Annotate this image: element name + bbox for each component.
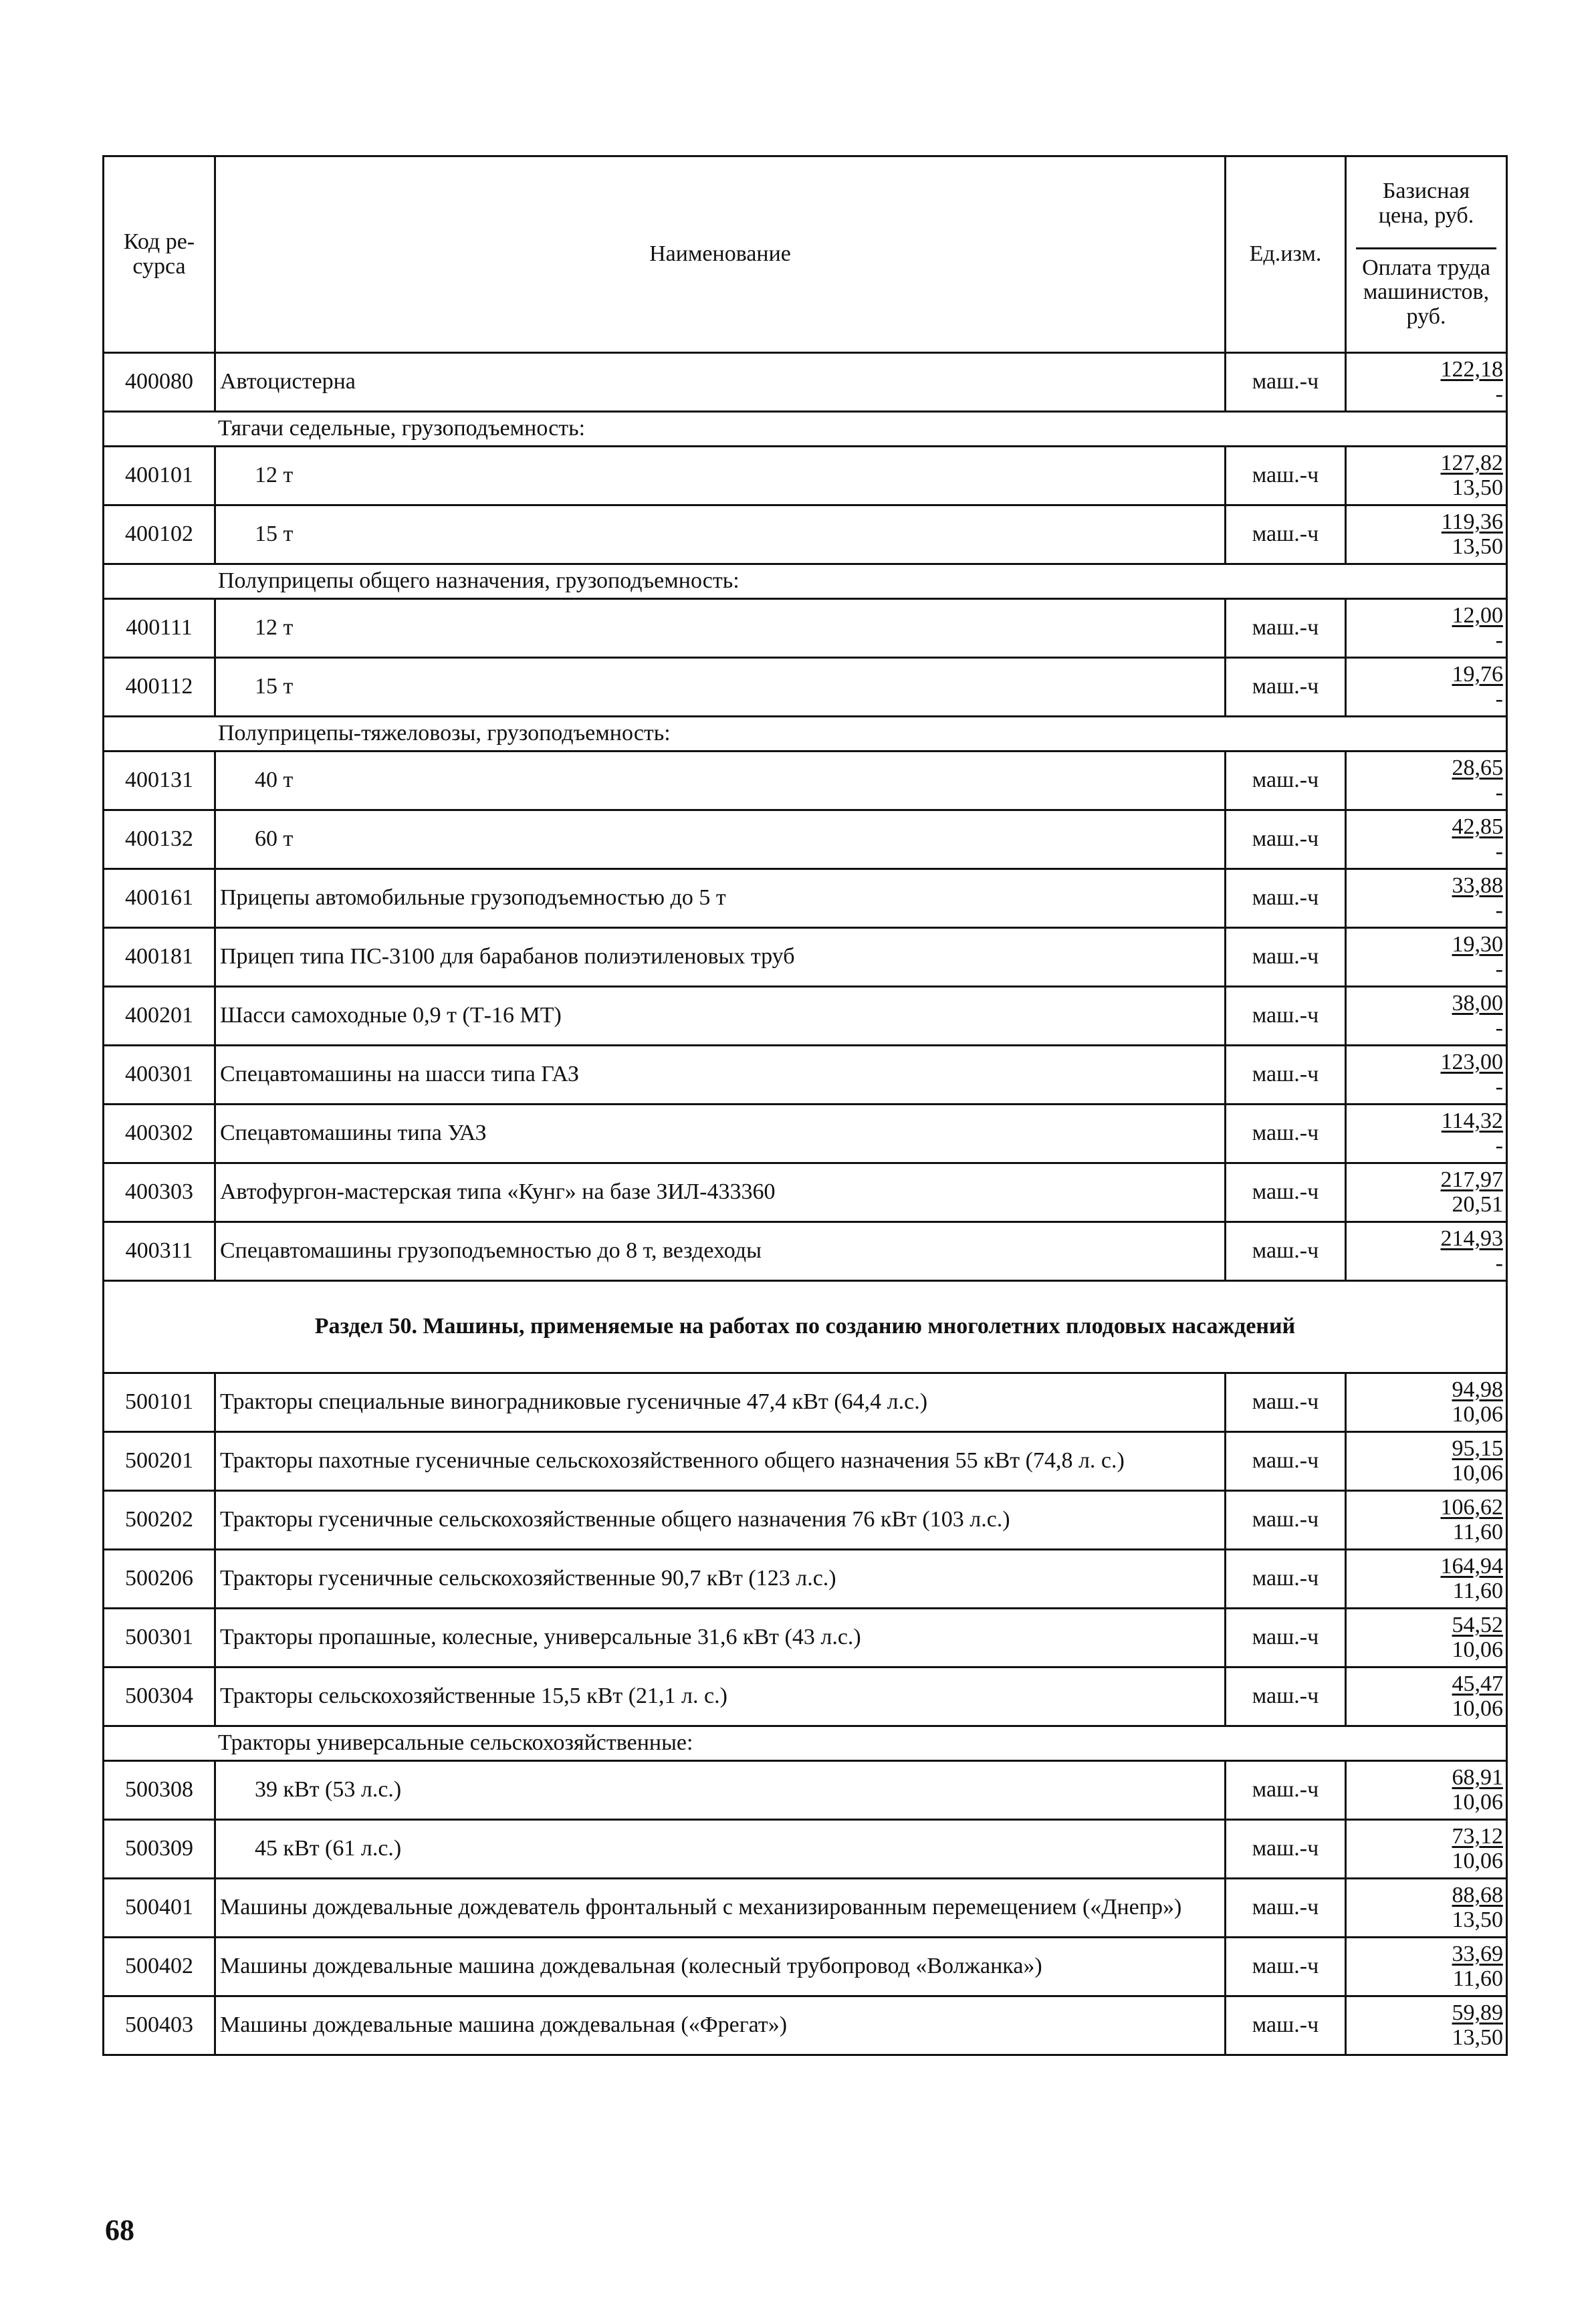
operator-wage: -	[1495, 686, 1503, 711]
resource-code: 500401	[104, 1879, 215, 1938]
table-row	[104, 1938, 1507, 1996]
resource-code: 500402	[104, 1938, 215, 1996]
group-header-row	[104, 412, 1507, 447]
resource-name: 12 т	[215, 447, 1226, 505]
operator-wage: -	[1495, 1250, 1503, 1276]
resource-code: 400301	[104, 1046, 215, 1105]
operator-wage: -	[1495, 838, 1503, 864]
resource-name: Автофургон-мастерская типа «Кунг» на базе ЗИЛ-433360	[215, 1163, 1226, 1222]
resource-name: Тракторы пахотные гусеничные сельскохозяйственного общего назначения 55 кВт (74,8 л. с.)	[215, 1432, 1226, 1491]
operator-wage: -	[1495, 1074, 1503, 1099]
operator-wage: -	[1495, 1015, 1503, 1040]
group-title: Полуприцепы-тяжеловозы, грузоподъемность:	[104, 717, 1507, 752]
group-title: Тягачи седельные, грузоподъемность:	[104, 412, 1507, 447]
price-table	[102, 155, 1508, 2056]
base-price: 164,94	[1440, 1553, 1503, 1579]
unit: маш.-ч	[1226, 599, 1346, 658]
base-price: 119,36	[1441, 509, 1503, 534]
header-code: Код ре- сурса	[104, 156, 215, 353]
resource-code: 400303	[104, 1163, 215, 1222]
base-price: 95,15	[1452, 1435, 1503, 1461]
base-price: 88,68	[1452, 1882, 1503, 1908]
table-row	[104, 1105, 1507, 1163]
base-price: 73,12	[1452, 1823, 1503, 1849]
table-row	[104, 1820, 1507, 1879]
table-row	[104, 447, 1507, 505]
unit: маш.-ч	[1226, 1761, 1346, 1820]
operator-wage: -	[1495, 381, 1503, 407]
operator-wage: 10,06	[1452, 1848, 1503, 1873]
price-cell	[1346, 1761, 1507, 1820]
base-price: 114,32	[1441, 1108, 1503, 1133]
resource-code: 500301	[104, 1609, 215, 1667]
resource-code: 400102	[104, 505, 215, 564]
base-price: 33,88	[1452, 873, 1503, 898]
price-cell	[1346, 658, 1507, 717]
price-cell	[1346, 353, 1507, 412]
base-price: 19,76	[1452, 661, 1503, 687]
unit: маш.-ч	[1226, 447, 1346, 505]
price-cell	[1346, 810, 1507, 869]
base-price: 33,69	[1452, 1941, 1503, 1966]
header-name: Наименование	[215, 156, 1226, 353]
unit: маш.-ч	[1226, 505, 1346, 564]
page-number: 68	[105, 2214, 134, 2246]
operator-wage: 10,06	[1452, 1696, 1503, 1721]
operator-wage: 13,50	[1452, 1907, 1503, 1932]
base-price: 94,98	[1452, 1377, 1503, 1402]
resource-name: Тракторы гусеничные сельскохозяйственные 90,7 кВт (123 л.с.)	[215, 1550, 1226, 1609]
price-cell	[1346, 928, 1507, 987]
price-cell	[1346, 1879, 1507, 1938]
resource-code: 500202	[104, 1491, 215, 1550]
base-price: 59,89	[1452, 2000, 1503, 2025]
table-row	[104, 1432, 1507, 1491]
table-row	[104, 869, 1507, 928]
section-title-row	[104, 1281, 1507, 1373]
table-row	[104, 353, 1507, 412]
unit: маш.-ч	[1226, 928, 1346, 987]
price-cell	[1346, 1820, 1507, 1879]
unit: маш.-ч	[1226, 1491, 1346, 1550]
unit: маш.-ч	[1226, 1820, 1346, 1879]
operator-wage: -	[1495, 780, 1503, 805]
unit: маш.-ч	[1226, 1879, 1346, 1938]
base-price: 122,18	[1440, 356, 1503, 382]
operator-wage: -	[1495, 627, 1503, 653]
resource-code: 500308	[104, 1761, 215, 1820]
unit: маш.-ч	[1226, 987, 1346, 1046]
price-cell	[1346, 505, 1507, 564]
unit: маш.-ч	[1226, 869, 1346, 928]
unit: маш.-ч	[1226, 752, 1346, 810]
base-price: 68,91	[1452, 1764, 1503, 1790]
table-row	[104, 599, 1507, 658]
resource-code: 400101	[104, 447, 215, 505]
base-price: 38,00	[1452, 990, 1503, 1016]
price-cell	[1346, 599, 1507, 658]
table-row	[104, 1550, 1507, 1609]
base-price: 12,00	[1452, 602, 1503, 628]
operator-wage: -	[1495, 956, 1503, 981]
table-row	[104, 1609, 1507, 1667]
resource-name: 39 кВт (53 л.с.)	[215, 1761, 1226, 1820]
group-header-row	[104, 717, 1507, 752]
group-header-row	[104, 1726, 1507, 1761]
price-cell	[1346, 1491, 1507, 1550]
operator-wage: 20,51	[1452, 1191, 1503, 1217]
price-cell	[1346, 1373, 1507, 1432]
unit: маш.-ч	[1226, 1046, 1346, 1105]
table-row	[104, 1491, 1507, 1550]
resource-name: 15 т	[215, 505, 1226, 564]
resource-name: 40 т	[215, 752, 1226, 810]
resource-code: 400181	[104, 928, 215, 987]
base-price: 45,47	[1452, 1671, 1503, 1696]
base-price: 214,93	[1440, 1226, 1503, 1251]
base-price: 19,30	[1452, 931, 1503, 957]
base-price: 106,62	[1440, 1494, 1503, 1520]
price-cell	[1346, 752, 1507, 810]
price-cell	[1346, 1432, 1507, 1491]
resource-code: 400161	[104, 869, 215, 928]
resource-name: 45 кВт (61 л.с.)	[215, 1820, 1226, 1879]
resource-name: Спецавтомашины на шасси типа ГАЗ	[215, 1046, 1226, 1105]
table-row	[104, 1879, 1507, 1938]
resource-name: 12 т	[215, 599, 1226, 658]
unit: маш.-ч	[1226, 1938, 1346, 1996]
group-header-row	[104, 564, 1507, 599]
unit: маш.-ч	[1226, 353, 1346, 412]
table-row	[104, 1222, 1507, 1281]
resource-name: Машины дождевальные машина дождевальная (колесный трубопровод «Волжанка»)	[215, 1938, 1226, 1996]
price-cell	[1346, 447, 1507, 505]
resource-code: 500309	[104, 1820, 215, 1879]
table-row	[104, 505, 1507, 564]
unit: маш.-ч	[1226, 1667, 1346, 1726]
unit: маш.-ч	[1226, 658, 1346, 717]
price-cell	[1346, 1938, 1507, 1996]
resource-code: 400112	[104, 658, 215, 717]
resource-name: Машины дождевальные машина дождевальная («Фрегат»)	[215, 1996, 1226, 2055]
resource-name: Тракторы гусеничные сельскохозяйственные общего назначения 76 кВт (103 л.с.)	[215, 1491, 1226, 1550]
base-price: 28,65	[1452, 755, 1503, 780]
resource-name: Тракторы специальные виноградниковые гусеничные 47,4 кВт (64,4 л.с.)	[215, 1373, 1226, 1432]
resource-code: 500403	[104, 1996, 215, 2055]
resource-name: Спецавтомашины типа УАЗ	[215, 1105, 1226, 1163]
resource-name: Тракторы сельскохозяйственные 15,5 кВт (21,1 л. с.)	[215, 1667, 1226, 1726]
header-unit: Ед.изм.	[1226, 156, 1346, 353]
table-row	[104, 1667, 1507, 1726]
resource-name: Шасси самоходные 0,9 т (Т-16 МТ)	[215, 987, 1226, 1046]
unit: маш.-ч	[1226, 1222, 1346, 1281]
price-cell	[1346, 1609, 1507, 1667]
header-price-bottom: Оплата труда машинистов, руб.	[1362, 255, 1490, 330]
unit: маш.-ч	[1226, 1373, 1346, 1432]
resource-name: Тракторы пропашные, колесные, универсальные 31,6 кВт (43 л.с.)	[215, 1609, 1226, 1667]
table-row	[104, 1761, 1507, 1820]
price-cell	[1346, 987, 1507, 1046]
price-cell	[1346, 1222, 1507, 1281]
table-row	[104, 928, 1507, 987]
operator-wage: 13,50	[1452, 534, 1503, 559]
resource-name: Спецавтомашины грузоподъемностью до 8 т, вездеходы	[215, 1222, 1226, 1281]
operator-wage: 11,60	[1452, 1966, 1503, 1991]
price-cell	[1346, 1105, 1507, 1163]
base-price: 42,85	[1452, 814, 1503, 839]
table-row	[104, 658, 1507, 717]
operator-wage: 10,06	[1452, 1789, 1503, 1815]
price-cell	[1346, 1046, 1507, 1105]
resource-name: Автоцистерна	[215, 353, 1226, 412]
resource-code: 500206	[104, 1550, 215, 1609]
unit: маш.-ч	[1226, 1996, 1346, 2055]
resource-code: 400302	[104, 1105, 215, 1163]
resource-code: 400201	[104, 987, 215, 1046]
unit: маш.-ч	[1226, 1550, 1346, 1609]
header-price	[1346, 156, 1507, 353]
table-row	[104, 1373, 1507, 1432]
price-cell	[1346, 869, 1507, 928]
operator-wage: 13,50	[1452, 2025, 1503, 2050]
resource-name: 15 т	[215, 658, 1226, 717]
operator-wage: 10,06	[1452, 1460, 1503, 1486]
resource-code: 400080	[104, 353, 215, 412]
section-title: Раздел 50. Машины, применяемые на работах по созданию многолетних плодовых насаждений	[104, 1281, 1507, 1373]
base-price: 54,52	[1452, 1612, 1503, 1637]
operator-wage: 10,06	[1452, 1637, 1503, 1662]
unit: маш.-ч	[1226, 1609, 1346, 1667]
resource-name: 60 т	[215, 810, 1226, 869]
resource-code: 400311	[104, 1222, 215, 1281]
unit: маш.-ч	[1226, 1163, 1346, 1222]
operator-wage: -	[1495, 1133, 1503, 1158]
table-row	[104, 1163, 1507, 1222]
table-row	[104, 752, 1507, 810]
price-cell	[1346, 1550, 1507, 1609]
group-title: Тракторы универсальные сельскохозяйственные:	[104, 1726, 1507, 1761]
resource-name: Прицеп типа ПС-3100 для барабанов полиэтиленовых труб	[215, 928, 1226, 987]
price-cell	[1346, 1996, 1507, 2055]
resource-code: 500304	[104, 1667, 215, 1726]
operator-wage: 11,60	[1452, 1578, 1503, 1603]
resource-code: 400132	[104, 810, 215, 869]
header-price-top: Базисная цена, руб.	[1356, 179, 1496, 249]
resource-code: 500101	[104, 1373, 215, 1432]
base-price: 123,00	[1440, 1049, 1503, 1074]
operator-wage: 13,50	[1452, 475, 1503, 500]
base-price: 217,97	[1440, 1167, 1503, 1192]
unit: маш.-ч	[1226, 1432, 1346, 1491]
resource-code: 500201	[104, 1432, 215, 1491]
table-row	[104, 1046, 1507, 1105]
table-row	[104, 1996, 1507, 2055]
price-cell	[1346, 1667, 1507, 1726]
operator-wage: 11,60	[1452, 1519, 1503, 1544]
resource-code: 400131	[104, 752, 215, 810]
table-row	[104, 987, 1507, 1046]
operator-wage: 10,06	[1452, 1401, 1503, 1427]
table-header-row	[104, 156, 1507, 353]
table-row	[104, 810, 1507, 869]
resource-code: 400111	[104, 599, 215, 658]
unit: маш.-ч	[1226, 1105, 1346, 1163]
base-price: 127,82	[1440, 450, 1503, 475]
resource-name: Машины дождевальные дождеватель фронтальный с механизированным перемещением («Днепр»)	[215, 1879, 1226, 1938]
unit: маш.-ч	[1226, 810, 1346, 869]
resource-name: Прицепы автомобильные грузоподъемностью до 5 т	[215, 869, 1226, 928]
group-title: Полуприцепы общего назначения, грузоподъемность:	[104, 564, 1507, 599]
price-cell	[1346, 1163, 1507, 1222]
operator-wage: -	[1495, 897, 1503, 923]
